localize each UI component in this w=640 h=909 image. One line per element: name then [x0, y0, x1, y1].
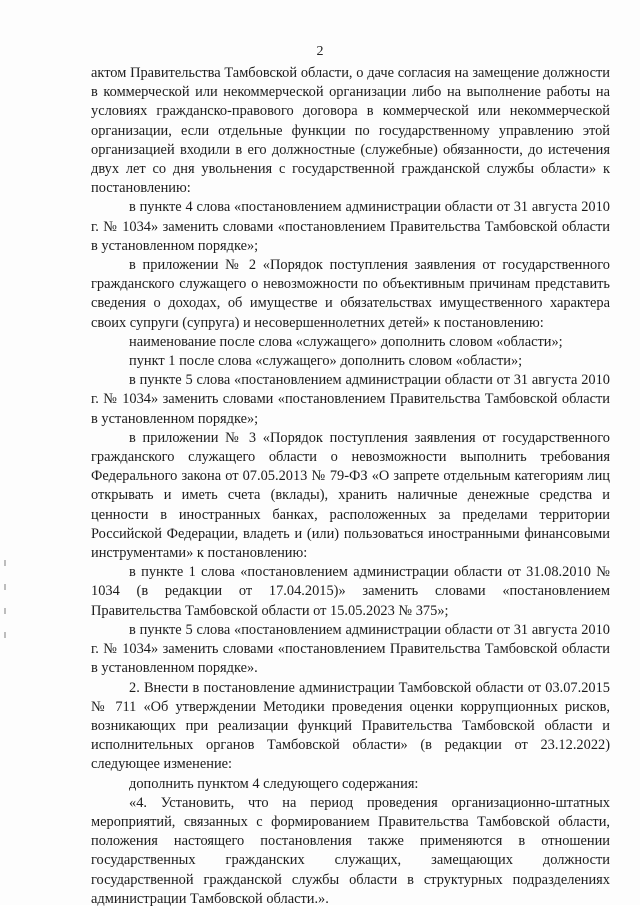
- page-number: 2: [316, 44, 324, 59]
- paragraph-add-item-4: дополнить пунктом 4 следующего содержания:: [129, 775, 419, 792]
- scan-mark: [4, 584, 6, 590]
- paragraph-appendix-2: в приложении № 2 «Порядок поступления заявления от государственного гражданского служащего о невозможности по объективным причинам представить сведения о доходах, об имуществе и обязательствах имущественного характера своих супруги (супруга) и несовершеннолетних детей» к постановлению:: [91, 257, 610, 331]
- document-body: [91, 64, 610, 909]
- paragraph-appendix-2-title: наименование после слова «служащего» дополнить словом «области»;: [129, 333, 563, 350]
- paragraph-appendix-2-item-5: в пункте 5 слова «постановлением администрации области от 31 августа 2010 г. № 1034» заменить словами «постановлением Правительства Тамбовской области в установленном порядке»;: [91, 372, 610, 427]
- scan-mark: [4, 560, 6, 566]
- paragraph-item-4: в пункте 4 слова «постановлением администрации области от 31 августа 2010 г. № 1034» заменить словами «постановлением Правительства Тамбовской области в установленном порядке»;: [91, 199, 610, 254]
- paragraph-appendix-3-item-5: в пункте 5 слова «постановлением администрации области от 31 августа 2010 г. № 1034» заменить словами «постановлением Правительства Тамбовской области в установленном порядке».: [91, 621, 610, 677]
- paragraph-continuation: актом Правительства Тамбовской области, о даче согласия на замещение должности в коммерческой или некоммерческой организации либо на выполнение работы на условиях гражданско-правового договора в коммерческой или некоммерческой организации, если отдельные функции по государственному управлению этой организацией входили в его должностные (служебные) обязанности, до истечения двух лет со дня увольнения с государственной гражданской службы области» к постановлению:: [91, 65, 610, 197]
- scan-mark: [4, 608, 6, 614]
- paragraph-appendix-3: в приложении № 3 «Порядок поступления заявления от государственного гражданского служащего области о невозможности выполнить требования Федерального закона от 07.05.2013 № 79-ФЗ «О запрете отдельным категориям лиц открывать и иметь счета (вклады), хранить наличные денежные средства и ценности в иностранных банках, расположенных за пределами территории Российской Федерации, владеть и (или) пользоваться иностранными финансовыми инструментами» к постановлению:: [91, 429, 610, 562]
- paragraph-section-2: 2. Внести в постановление администрации Тамбовской области от 03.07.2015 № 711 «Об утверждении Методики проведения оценки коррупционных рисков, возникающих при реализации функций Правительства Тамбовской области и исполнительных органов Тамбовской области» (в редакции от 23.12.2022) следующее изменение:: [91, 679, 610, 773]
- paragraph-appendix-2-item-1: пункт 1 после слова «служащего» дополнить словом «области»;: [129, 353, 523, 370]
- paragraph-item-4-text: «4. Установить, что на период проведения организационно-штатных мероприятий, связанных с формированием Правительства Тамбовской области, положения настоящего постановления также применяются в отношении государственных гражданских служащих, замещающих должности государственной гражданской службы области в структурных подразделениях администрации Тамбовской области.».: [91, 794, 610, 907]
- scan-margin-marks: [4, 560, 7, 650]
- scan-mark: [4, 632, 6, 638]
- paragraph-appendix-3-item-1: в пункте 1 слова «постановлением администрации области от 31.08.2010 № 1034 (в редакции от 17.04.2015)» заменить словами «постановлением Правительства Тамбовской области от 15.05.2023 № 375»;: [91, 564, 610, 619]
